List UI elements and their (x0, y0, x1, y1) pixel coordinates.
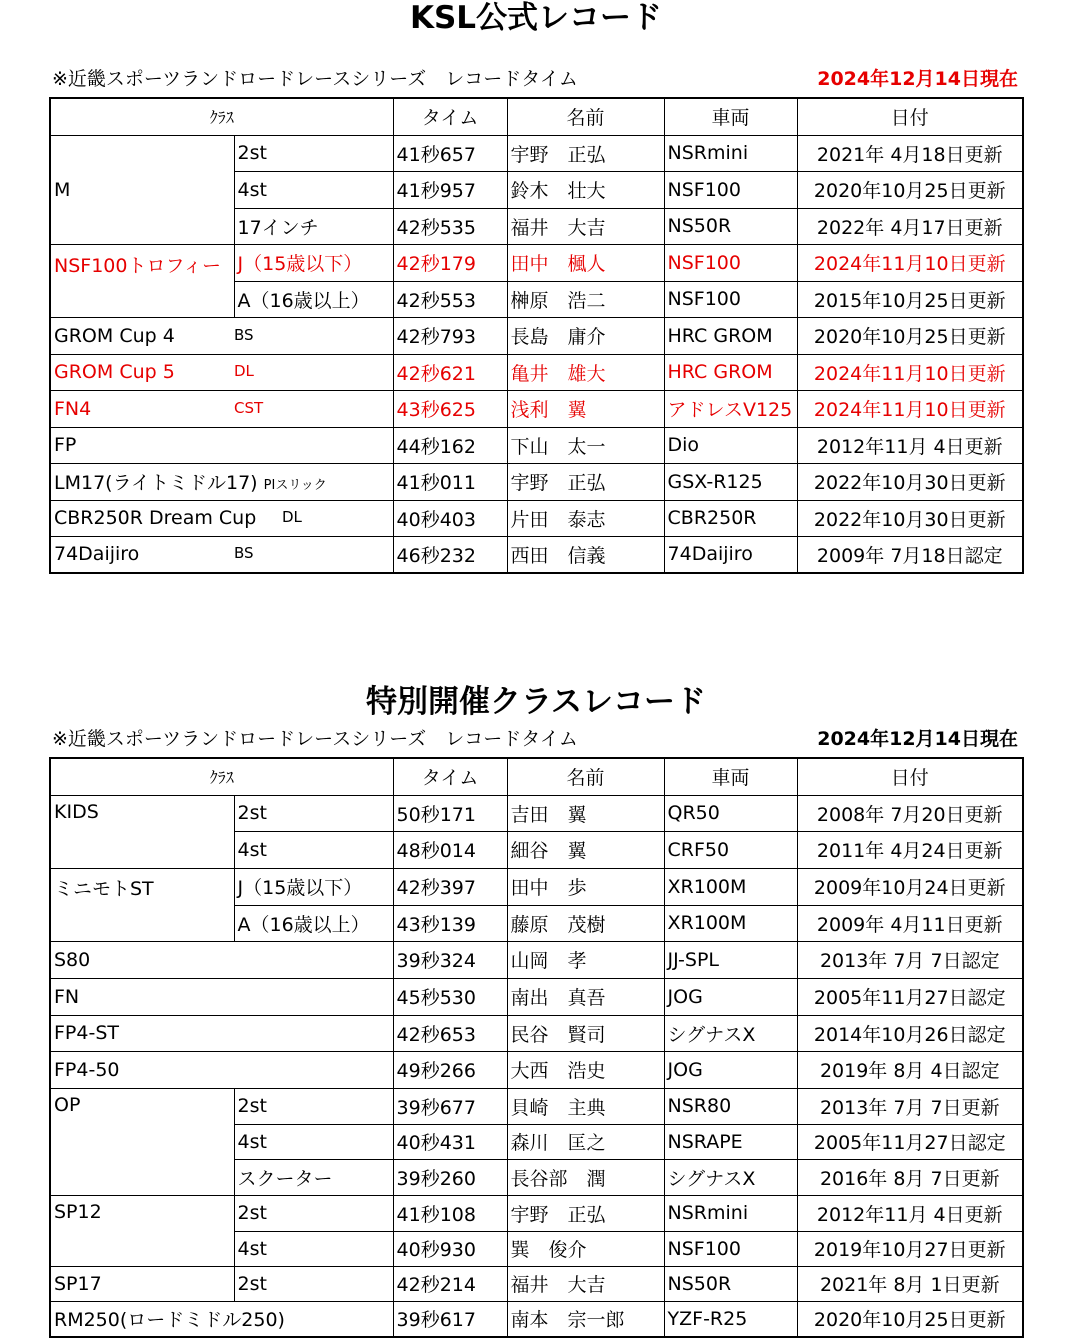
subclass-cell: J（15歳以下） (234, 868, 393, 905)
name-cell: 宇野 正弘 (507, 463, 664, 500)
name-cell: 宇野 正弘 (507, 135, 664, 171)
tire-tag: DL (282, 508, 302, 526)
subclass-cell: 4st (234, 1124, 393, 1159)
date-cell: 2022年10月30日更新 (797, 463, 1023, 500)
class-cell: M (50, 135, 234, 244)
section1-subtitle-row (52, 66, 1022, 92)
class-label: LM17(ライトミドル17) (54, 472, 258, 494)
class-cell: RM250(ロードミドル250) (50, 1301, 393, 1337)
class-cell: KIDS (50, 795, 234, 868)
time-cell: 49秒266 (393, 1051, 507, 1088)
name-cell: 浅利 翼 (507, 390, 664, 427)
name-cell: 貝崎 主典 (507, 1088, 664, 1124)
subclass-cell: 2st (234, 135, 393, 171)
name-cell: 南出 真吾 (507, 978, 664, 1015)
vehicle-cell: アドレスV125 (664, 390, 797, 427)
vehicle-cell: XR100M (664, 868, 797, 905)
time-cell: 48秒014 (393, 831, 507, 868)
table-row (50, 317, 1023, 354)
time-cell: 39秒324 (393, 941, 507, 978)
tire-tag: CST (234, 398, 264, 417)
date-cell: 2019年10月27日更新 (797, 1231, 1023, 1266)
name-cell: 片田 泰志 (507, 500, 664, 536)
name-cell: 西田 信義 (507, 536, 664, 573)
time-cell: 40秒930 (393, 1231, 507, 1266)
vehicle-cell: XR100M (664, 905, 797, 941)
class-cell (50, 500, 393, 536)
vehicle-cell: NSF100 (664, 244, 797, 281)
table-row (50, 1088, 1023, 1124)
class-cell (50, 317, 393, 354)
table-row (50, 1195, 1023, 1231)
section2-subtitle: ※近畿スポーツランドロードレースシリーズ レコードタイム (52, 728, 578, 750)
date-cell: 2021年 8月 1日更新 (797, 1266, 1023, 1301)
table-row (50, 244, 1023, 281)
vehicle-cell: NSRAPE (664, 1124, 797, 1159)
time-cell: 39秒617 (393, 1301, 507, 1337)
class-cell (50, 390, 393, 427)
name-cell: 田中 歩 (507, 868, 664, 905)
class-cell: FP (50, 427, 393, 463)
class-cell: FP4-ST (50, 1015, 393, 1051)
section2-title: 特別開催クラスレコード (365, 684, 707, 720)
name-cell: 長島 庸介 (507, 317, 664, 354)
subclass-cell: スクーター (234, 1159, 393, 1195)
class-cell: FN (50, 978, 393, 1015)
section1-as-of: 2024年12月14日現在 (817, 68, 1018, 90)
table-row (50, 978, 1023, 1015)
class-label: GROM Cup 5 (54, 361, 175, 383)
time-cell: 42秒179 (393, 244, 507, 281)
time-cell: 42秒214 (393, 1266, 507, 1301)
vehicle-cell: NSRmini (664, 1195, 797, 1231)
vehicle-cell: NSF100 (664, 1231, 797, 1266)
time-cell: 43秒625 (393, 390, 507, 427)
header-time: タイム (393, 758, 507, 795)
date-cell: 2008年 7月20日更新 (797, 795, 1023, 831)
vehicle-cell: NSR80 (664, 1088, 797, 1124)
header-class: ｸﾗｽ (50, 98, 393, 135)
tire-tag: DL (234, 362, 254, 380)
name-cell: 福井 大吉 (507, 208, 664, 244)
date-cell: 2005年11月27日認定 (797, 978, 1023, 1015)
subclass-cell: 17インチ (234, 208, 393, 244)
table-row (50, 1051, 1023, 1088)
header-name: 名前 (507, 98, 664, 135)
header-date: 日付 (797, 98, 1023, 135)
subclass-cell: 4st (234, 1231, 393, 1266)
vehicle-cell: HRC GROM (664, 354, 797, 390)
vehicle-cell: シグナスX (664, 1015, 797, 1051)
time-cell: 46秒232 (393, 536, 507, 573)
class-cell: NSF100トロフィー (50, 244, 234, 317)
table-row (50, 463, 1023, 500)
name-cell: 巽 俊介 (507, 1231, 664, 1266)
subclass-cell: 2st (234, 1266, 393, 1301)
time-cell: 41秒108 (393, 1195, 507, 1231)
header-vehicle: 車両 (664, 758, 797, 795)
time-cell: 42秒793 (393, 317, 507, 354)
vehicle-cell: 74Daijiro (664, 536, 797, 573)
class-cell: FP4-50 (50, 1051, 393, 1088)
table-row (50, 795, 1023, 831)
section1-record-table (49, 97, 1024, 574)
subclass-cell: 2st (234, 795, 393, 831)
vehicle-cell: Dio (664, 427, 797, 463)
class-cell: SP12 (50, 1195, 234, 1266)
subclass-cell: A（16歳以上） (234, 905, 393, 941)
time-cell: 40秒431 (393, 1124, 507, 1159)
section2-subtitle-row (52, 726, 1022, 752)
subclass-cell: 4st (234, 831, 393, 868)
date-cell: 2024年11月10日更新 (797, 244, 1023, 281)
name-cell: 森川 匡之 (507, 1124, 664, 1159)
time-cell: 42秒653 (393, 1015, 507, 1051)
vehicle-cell: NS50R (664, 208, 797, 244)
time-cell: 42秒535 (393, 208, 507, 244)
date-cell: 2011年 4月24日更新 (797, 831, 1023, 868)
header-vehicle: 車両 (664, 98, 797, 135)
name-cell: 吉田 翼 (507, 795, 664, 831)
name-cell: 大西 浩史 (507, 1051, 664, 1088)
vehicle-cell: NSF100 (664, 281, 797, 317)
time-cell: 39秒677 (393, 1088, 507, 1124)
date-cell: 2015年10月25日更新 (797, 281, 1023, 317)
vehicle-cell: JOG (664, 1051, 797, 1088)
tire-tag: PIスリック (263, 478, 327, 493)
date-cell: 2022年 4月17日更新 (797, 208, 1023, 244)
class-cell: ミニモトST (50, 868, 234, 941)
date-cell: 2013年 7月 7日認定 (797, 941, 1023, 978)
table-row (50, 500, 1023, 536)
section1-title: KSL公式レコード (409, 0, 663, 36)
table-row (50, 1266, 1023, 1301)
date-cell: 2012年11月 4日更新 (797, 427, 1023, 463)
date-cell: 2009年10月24日更新 (797, 868, 1023, 905)
time-cell: 42秒621 (393, 354, 507, 390)
subclass-cell: 2st (234, 1088, 393, 1124)
header-class: ｸﾗｽ (50, 758, 393, 795)
date-cell: 2013年 7月 7日更新 (797, 1088, 1023, 1124)
name-cell: 南本 宗一郎 (507, 1301, 664, 1337)
table-row (50, 390, 1023, 427)
table-row (50, 1301, 1023, 1337)
header-date: 日付 (797, 758, 1023, 795)
class-cell: OP (50, 1088, 234, 1195)
table-header-row (50, 98, 1023, 135)
vehicle-cell: NSRmini (664, 135, 797, 171)
date-cell: 2019年 8月 4日認定 (797, 1051, 1023, 1088)
name-cell: 鈴木 壮大 (507, 171, 664, 208)
name-cell: 長谷部 潤 (507, 1159, 664, 1195)
section1-subtitle: ※近畿スポーツランドロードレースシリーズ レコードタイム (52, 68, 578, 90)
date-cell: 2009年 7月18日認定 (797, 536, 1023, 573)
time-cell: 41秒957 (393, 171, 507, 208)
date-cell: 2020年10月25日更新 (797, 317, 1023, 354)
time-cell: 41秒657 (393, 135, 507, 171)
date-cell: 2012年11月 4日更新 (797, 1195, 1023, 1231)
table-row (50, 1015, 1023, 1051)
vehicle-cell: HRC GROM (664, 317, 797, 354)
vehicle-cell: JOG (664, 978, 797, 1015)
class-label: CBR250R Dream Cup (54, 507, 257, 529)
vehicle-cell: NSF100 (664, 171, 797, 208)
time-cell: 41秒011 (393, 463, 507, 500)
class-cell (50, 463, 393, 500)
name-cell: 藤原 茂樹 (507, 905, 664, 941)
date-cell: 2009年 4月11日更新 (797, 905, 1023, 941)
table-row (50, 941, 1023, 978)
date-cell: 2024年11月10日更新 (797, 354, 1023, 390)
subclass-cell: 2st (234, 1195, 393, 1231)
vehicle-cell: CRF50 (664, 831, 797, 868)
name-cell: 細谷 翼 (507, 831, 664, 868)
subclass-cell: A（16歳以上） (234, 281, 393, 317)
vehicle-cell: CBR250R (664, 500, 797, 536)
subclass-cell: J（15歳以下） (234, 244, 393, 281)
name-cell: 榊原 浩二 (507, 281, 664, 317)
class-cell (50, 354, 393, 390)
time-cell: 40秒403 (393, 500, 507, 536)
time-cell: 45秒530 (393, 978, 507, 1015)
date-cell: 2016年 8月 7日更新 (797, 1159, 1023, 1195)
subclass-cell: 4st (234, 171, 393, 208)
date-cell: 2020年10月25日更新 (797, 1301, 1023, 1337)
name-cell: 福井 大吉 (507, 1266, 664, 1301)
tire-tag: BS (234, 325, 254, 344)
name-cell: 下山 太一 (507, 427, 664, 463)
vehicle-cell: YZF-R25 (664, 1301, 797, 1337)
header-name: 名前 (507, 758, 664, 795)
name-cell: 田中 楓人 (507, 244, 664, 281)
vehicle-cell: QR50 (664, 795, 797, 831)
tire-tag: BS (234, 544, 254, 563)
class-label: FN4 (54, 397, 92, 420)
date-cell: 2024年11月10日更新 (797, 390, 1023, 427)
table-row (50, 427, 1023, 463)
table-row (50, 354, 1023, 390)
date-cell: 2020年10月25日更新 (797, 171, 1023, 208)
class-cell (50, 536, 393, 573)
vehicle-cell: GSX-R125 (664, 463, 797, 500)
time-cell: 42秒397 (393, 868, 507, 905)
section2-as-of: 2024年12月14日現在 (817, 728, 1018, 750)
class-label: GROM Cup 4 (54, 324, 175, 347)
time-cell: 43秒139 (393, 905, 507, 941)
section2-record-table (49, 757, 1024, 1338)
vehicle-cell: シグナスX (664, 1159, 797, 1195)
vehicle-cell: JJ-SPL (664, 941, 797, 978)
time-cell: 39秒260 (393, 1159, 507, 1195)
class-label: 74Daijiro (54, 543, 140, 566)
vehicle-cell: NS50R (664, 1266, 797, 1301)
table-header-row (50, 758, 1023, 795)
date-cell: 2022年10月30日更新 (797, 500, 1023, 536)
class-cell: SP17 (50, 1266, 234, 1301)
header-time: タイム (393, 98, 507, 135)
time-cell: 50秒171 (393, 795, 507, 831)
date-cell: 2021年 4月18日更新 (797, 135, 1023, 171)
class-cell: S80 (50, 941, 393, 978)
name-cell: 民谷 賢司 (507, 1015, 664, 1051)
time-cell: 44秒162 (393, 427, 507, 463)
name-cell: 宇野 正弘 (507, 1195, 664, 1231)
date-cell: 2005年11月27日認定 (797, 1124, 1023, 1159)
time-cell: 42秒553 (393, 281, 507, 317)
date-cell: 2014年10月26日認定 (797, 1015, 1023, 1051)
table-row (50, 536, 1023, 573)
name-cell: 山岡 孝 (507, 941, 664, 978)
table-row (50, 135, 1023, 171)
name-cell: 亀井 雄大 (507, 354, 664, 390)
table-row (50, 868, 1023, 905)
